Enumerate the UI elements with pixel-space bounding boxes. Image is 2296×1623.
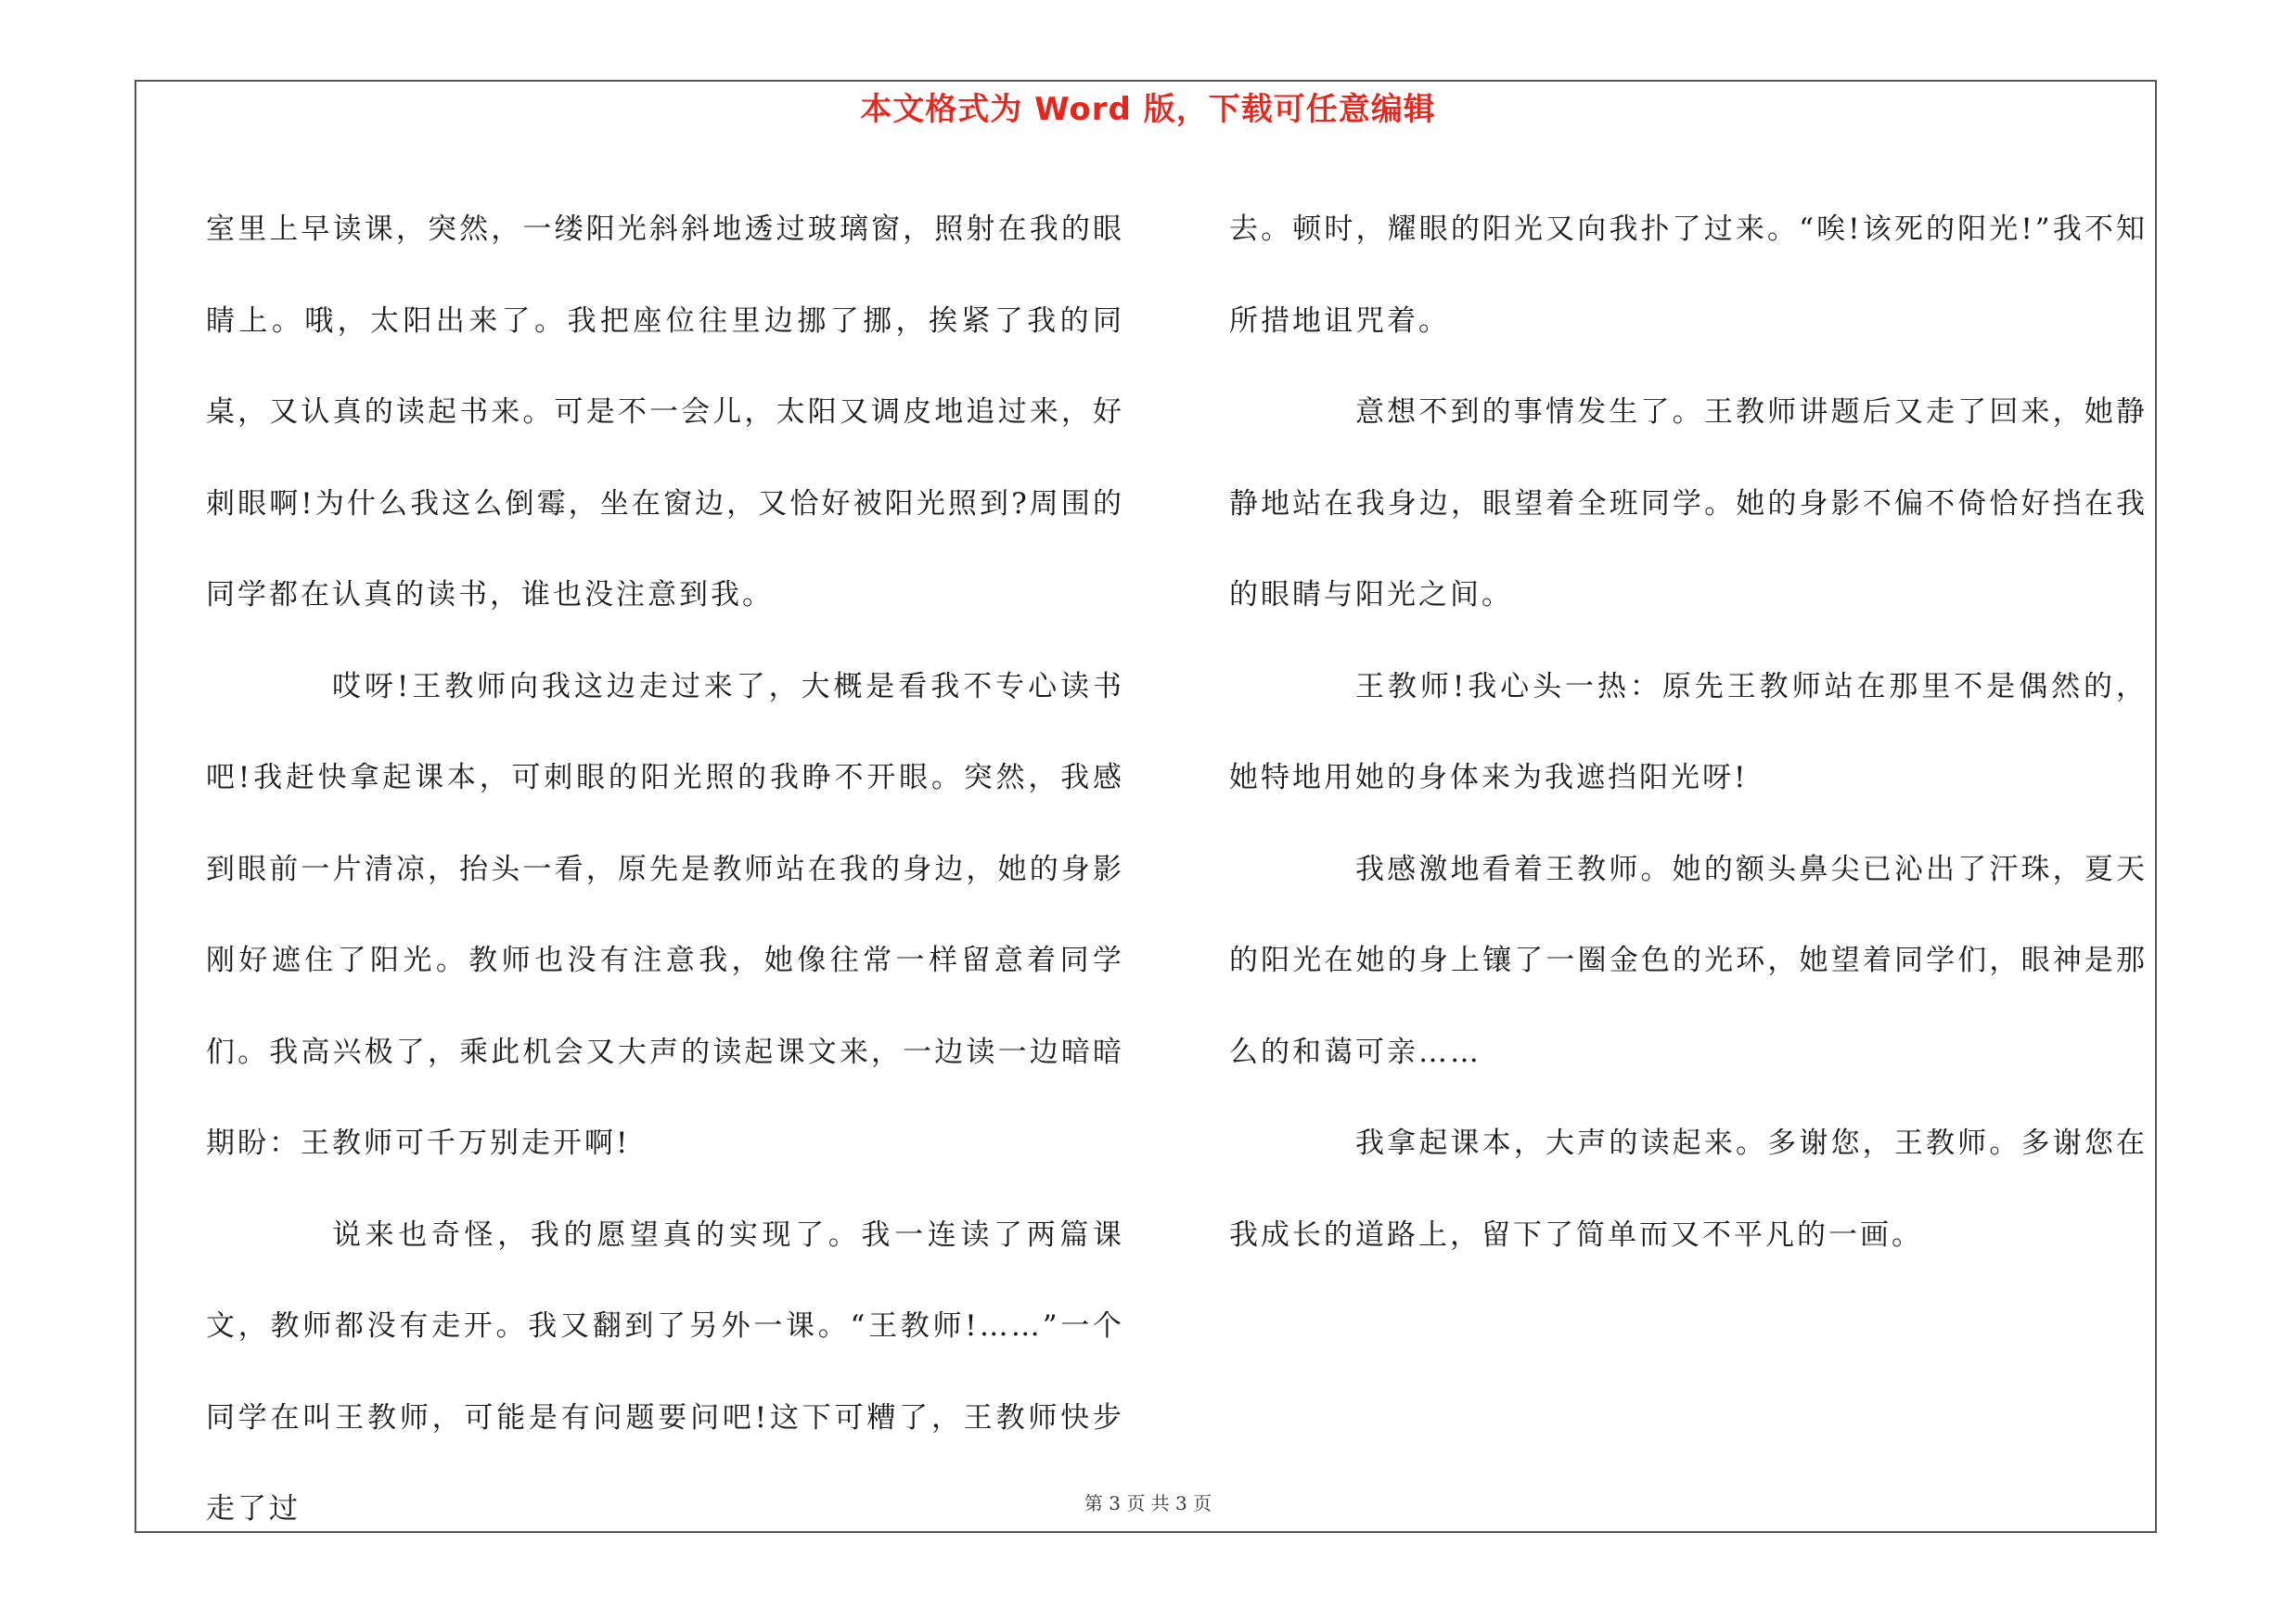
paragraph: 意想不到的事情发生了。王教师讲题后又走了回来，她静静地站在我身边，眼望着全班同学。她的身影不偏不倚恰好挡在我的眼睛与阳光之间。 (1229, 395, 2148, 612)
left-text-column (206, 184, 1124, 1555)
paragraph: 我拿起课本，大声的读起来。多谢您，王教师。多谢您在我成长的道路上，留下了简单而又不平凡的一画。 (1229, 1127, 2148, 1252)
paragraph: 说来也奇怪，我的愿望真的实现了。我一连读了两篇课文，教师都没有走开。我又翻到了另外一课。“王教师!……”一个同学在叫王教师，可能是有问题要问吧!这下可糟了，王教师快步走了过 (206, 1217, 1124, 1526)
paragraph: 室里上早读课，突然，一缕阳光斜斜地透过玻璃窗，照射在我的眼睛上。哦，太阳出来了。我把座位往里边挪了挪，挨紧了我的同桌，又认真的读起书来。可是不一会儿，太阳又调皮地追过来，好刺眼啊!为什么我这么倒霉，坐在窗边，又恰好被阳光照到?周围的同学都在认真的读书，谁也没注意到我。 (206, 213, 1124, 612)
document-header-title: 本文格式为 Word 版，下载可任意编辑 (860, 91, 1436, 128)
right-text-column (1229, 184, 2148, 1281)
paragraph: 去。顿时，耀眼的阳光又向我扑了过来。“唉!该死的阳光!”我不知所措地诅咒着。 (1229, 213, 2148, 338)
paragraph: 王教师!我心头一热：原先王教师站在那里不是偶然的，她特地用她的身体来为我遮挡阳光呀! (1229, 669, 2148, 794)
paragraph: 我感激地看着王教师。她的额头鼻尖已沁出了汗珠，夏天的阳光在她的身上镶了一圈金色的光环，她望着同学们，眼神是那么的和蔼可亲…… (1229, 852, 2148, 1069)
page-number-footer: 第 3 页 共 3 页 (1084, 1492, 1212, 1514)
paragraph: 哎呀!王教师向我这边走过来了，大概是看我不专心读书吧!我赶快拿起课本，可刺眼的阳光照的我睁不开眼。突然，我感到眼前一片清凉，抬头一看，原先是教师站在我的身边，她的身影刚好遮住了阳光。教师也没有注意我，她像往常一样留意着同学们。我高兴极了，乘此机会又大声的读起课文来，一边读一边暗暗期盼：王教师可千万别走开啊! (206, 669, 1124, 1160)
